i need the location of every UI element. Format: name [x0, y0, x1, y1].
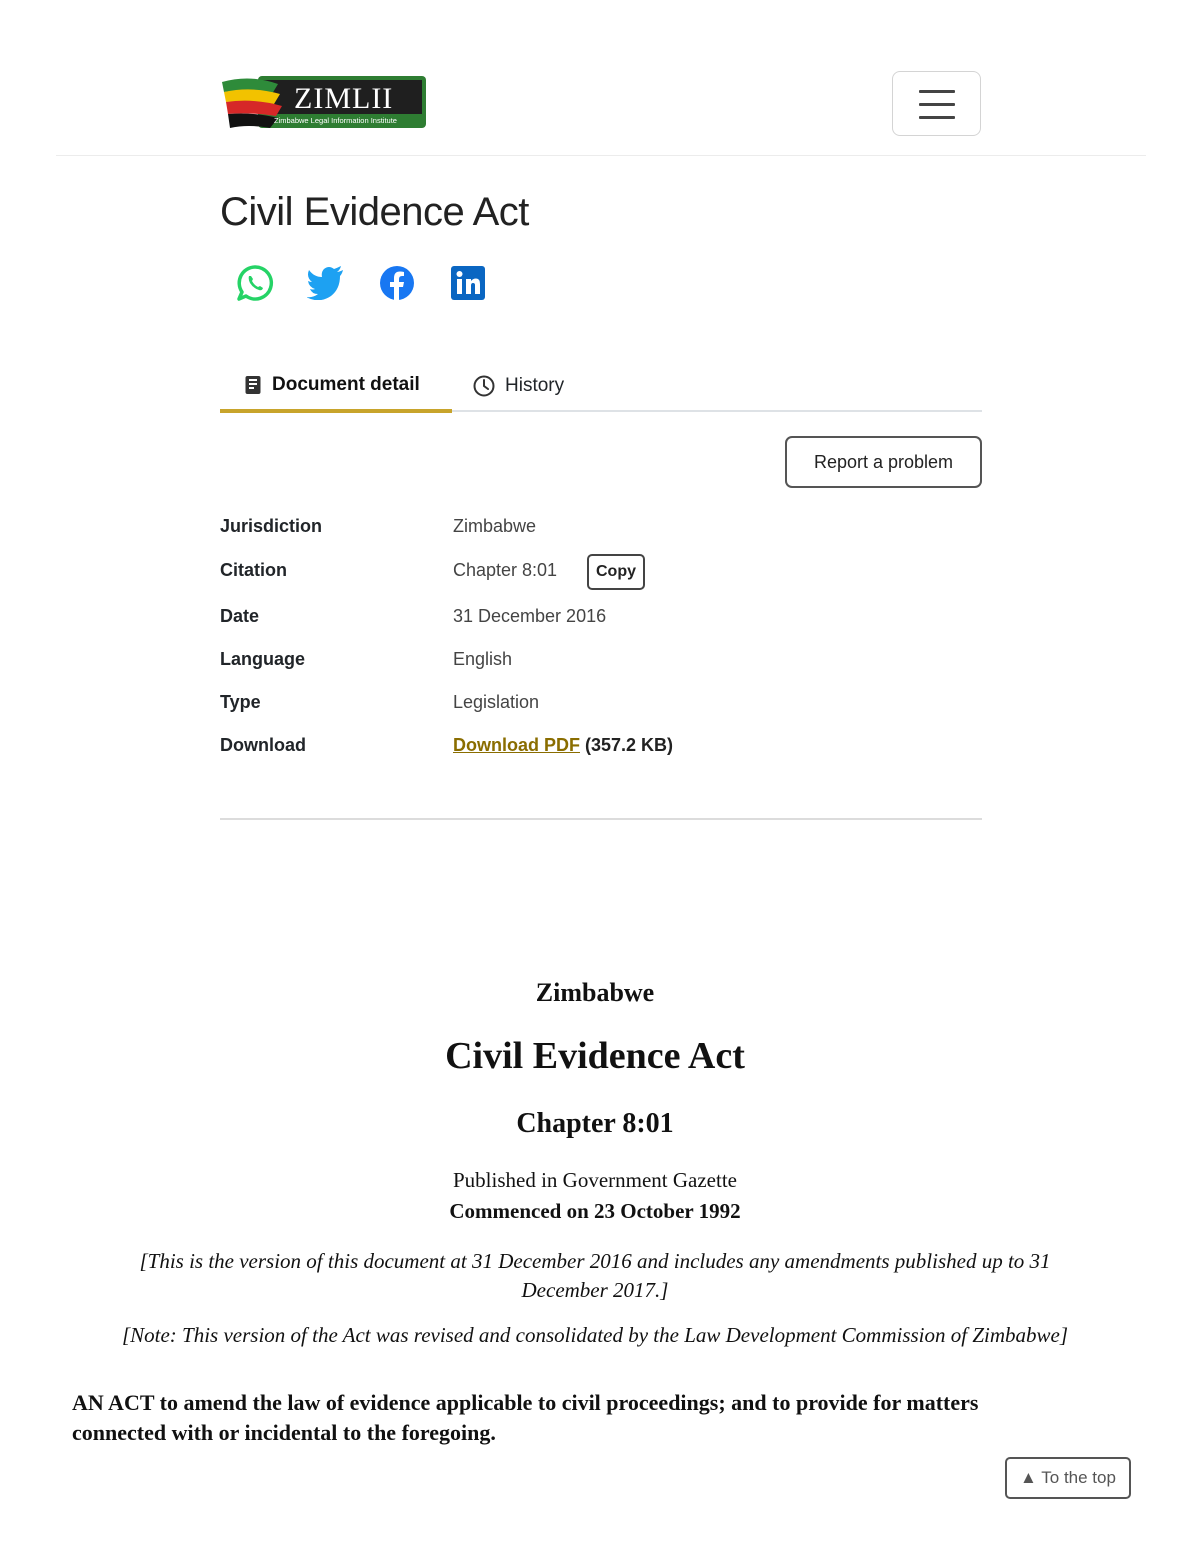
to-the-top-button[interactable]: ▲ To the top — [1005, 1457, 1131, 1499]
date-label: Date — [220, 606, 260, 626]
document-title: Civil Evidence Act — [445, 1035, 745, 1077]
tab-history[interactable] — [473, 360, 564, 412]
date-value: 31 December 2016 — [453, 606, 607, 626]
logo-subtitle: Zimbabwe Legal Information Institute — [274, 116, 397, 125]
document-version-note: [This is the version of this document at 31 December 2016 and includes any amendments published up to 31 December 2017.] — [139, 1249, 1051, 1302]
document-published: Published in Government Gazette — [452, 1168, 737, 1192]
twitter-icon — [307, 266, 345, 305]
jurisdiction-value: Zimbabwe — [453, 516, 537, 536]
download-label: Download — [220, 735, 306, 755]
tab-history-label: History — [505, 375, 565, 396]
document-tabs — [220, 360, 982, 412]
menu-toggle-button[interactable] — [892, 71, 981, 136]
citation-value: Chapter 8:01 — [453, 560, 558, 580]
type-value: Legislation — [453, 692, 540, 712]
document-icon — [244, 375, 262, 395]
zimlii-logo[interactable] — [220, 72, 428, 132]
type-label: Type — [220, 692, 261, 712]
section-divider — [220, 818, 982, 820]
clock-icon — [473, 375, 495, 397]
citation-label: Citation — [220, 560, 287, 580]
share-twitter-button[interactable] — [306, 265, 346, 305]
language-label: Language — [220, 649, 306, 669]
document-long-title: AN ACT to amend the law of evidence applicable to civil proceedings; and to provide for matters connected with or incidental to the foregoing. — [72, 1390, 979, 1445]
page-title: Civil Evidence Act — [220, 190, 529, 234]
logo-text: ZIMLII — [294, 82, 394, 115]
download-value — [453, 735, 673, 756]
document-chapter: Chapter 8:01 — [516, 1108, 674, 1139]
tab-document-detail[interactable] — [220, 360, 452, 413]
linkedin-icon — [450, 265, 486, 306]
language-value: English — [453, 649, 513, 669]
share-whatsapp-button[interactable] — [235, 265, 275, 305]
document-revision-note: [Note: This version of the Act was revised and consolidated by the Law Development Commission of Zimbabwe] — [121, 1323, 1069, 1347]
document-commenced: Commenced on 23 October 1992 — [449, 1199, 741, 1223]
download-size: (357.2 KB) — [580, 735, 674, 755]
report-problem-button[interactable]: Report a problem — [785, 436, 982, 488]
tab-document-detail-label: Document detail — [272, 373, 420, 395]
site-header — [56, 0, 1146, 156]
document-country: Zimbabwe — [535, 978, 655, 1007]
share-facebook-button[interactable] — [377, 265, 417, 305]
download-pdf-link[interactable]: Download PDF — [453, 735, 580, 755]
copy-citation-button[interactable]: Copy — [587, 554, 645, 590]
whatsapp-icon — [236, 264, 274, 307]
jurisdiction-label: Jurisdiction — [220, 516, 323, 536]
share-linkedin-button[interactable] — [448, 265, 488, 305]
facebook-icon — [379, 265, 415, 306]
